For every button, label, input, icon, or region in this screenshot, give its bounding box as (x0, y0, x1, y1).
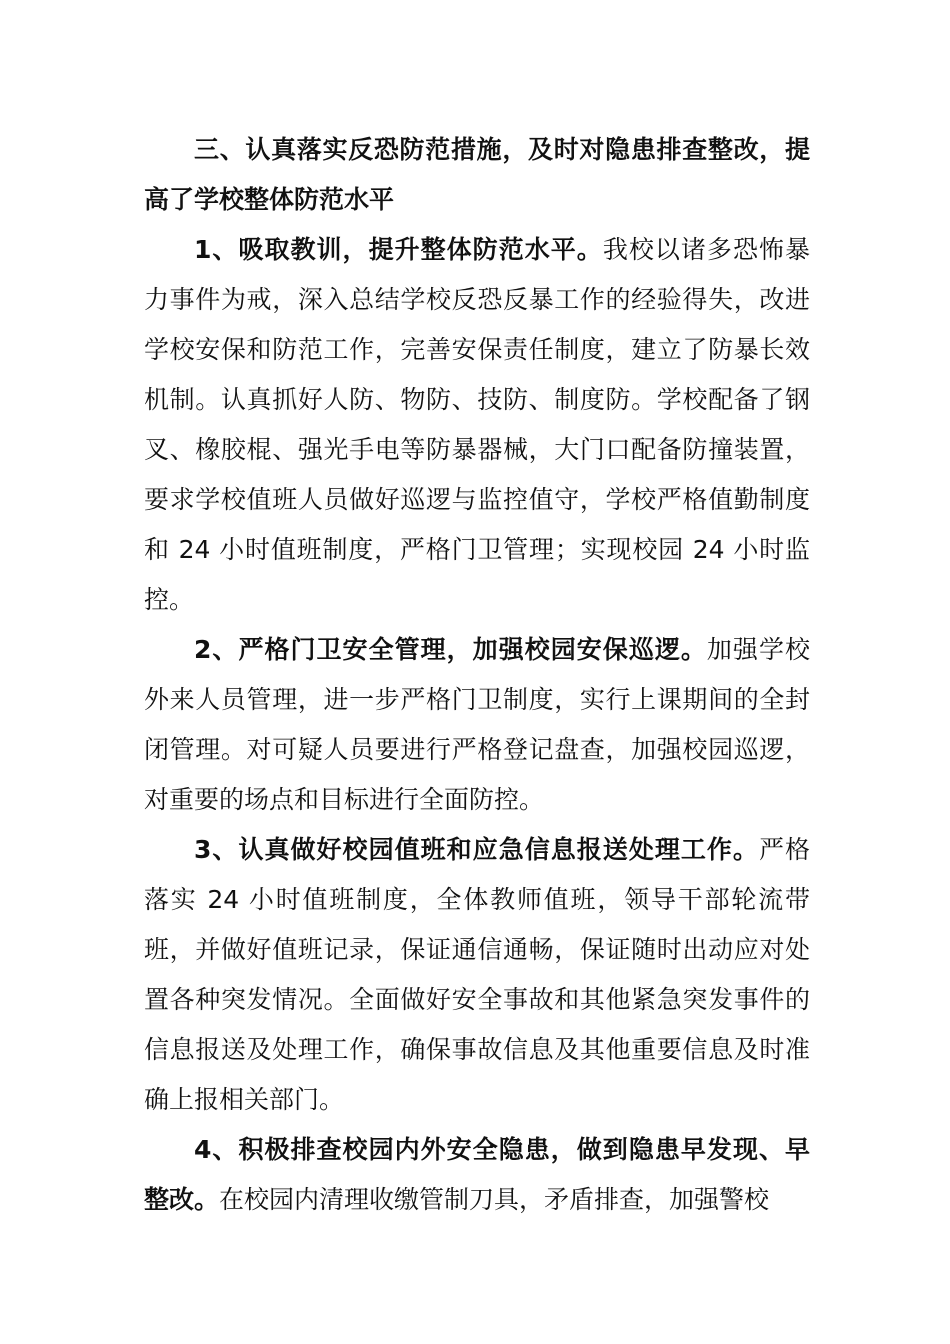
paragraph-1 (144, 225, 810, 625)
paragraph-3-lead: 3、认真做好校园值班和应急信息报送处理工作。 (194, 835, 759, 864)
paragraph-3-body: 严格落实 24 小时值班制度，全体教师值班，领导干部轮流带班，并做好值班记录，保证通信通畅，保证随时出动应对处置各种突发情况。全面做好安全事故和其他紧急突发事件的信息报送及处理工作，确保事故信息及其他重要信息及时准确上报相关部门。 (144, 835, 810, 1114)
paragraph-3 (144, 825, 810, 1125)
paragraph-4-lead: 4、积极排查校园内外安全隐患，做到隐患早发现、早整改。 (144, 1135, 810, 1214)
document-body (144, 125, 810, 1225)
paragraph-2-body: 加强学校外来人员管理，进一步严格门卫制度，实行上课期间的全封闭管理。对可疑人员要进行严格登记盘查，加强校园巡逻，对重要的场点和目标进行全面防控。 (144, 635, 810, 814)
paragraph-4-body: 在校园内清理收缴管制刀具，矛盾排查，加强警校 (219, 1185, 770, 1214)
paragraph-4 (144, 1125, 810, 1225)
paragraph-1-lead: 1、吸取教训，提升整体防范水平。 (194, 235, 603, 264)
paragraph-2 (144, 625, 810, 825)
paragraph-1-body: 我校以诸多恐怖暴力事件为戒，深入总结学校反恐反暴工作的经验得失，改进学校安保和防范工作，完善安保责任制度，建立了防暴长效机制。认真抓好人防、物防、技防、制度防。学校配备了钢叉、橡胶棍、强光手电等防暴器械，大门口配备防撞装置，要求学校值班人员做好巡逻与监控值守，学校严格值勤制度和 24 小时值班制度，严格门卫管理；实现校园 24 小时监控。 (144, 235, 810, 614)
paragraph-2-lead: 2、严格门卫安全管理，加强校园安保巡逻。 (194, 635, 707, 664)
section-heading: 三、认真落实反恐防范措施，及时对隐患排查整改，提高了学校整体防范水平 (144, 135, 810, 214)
